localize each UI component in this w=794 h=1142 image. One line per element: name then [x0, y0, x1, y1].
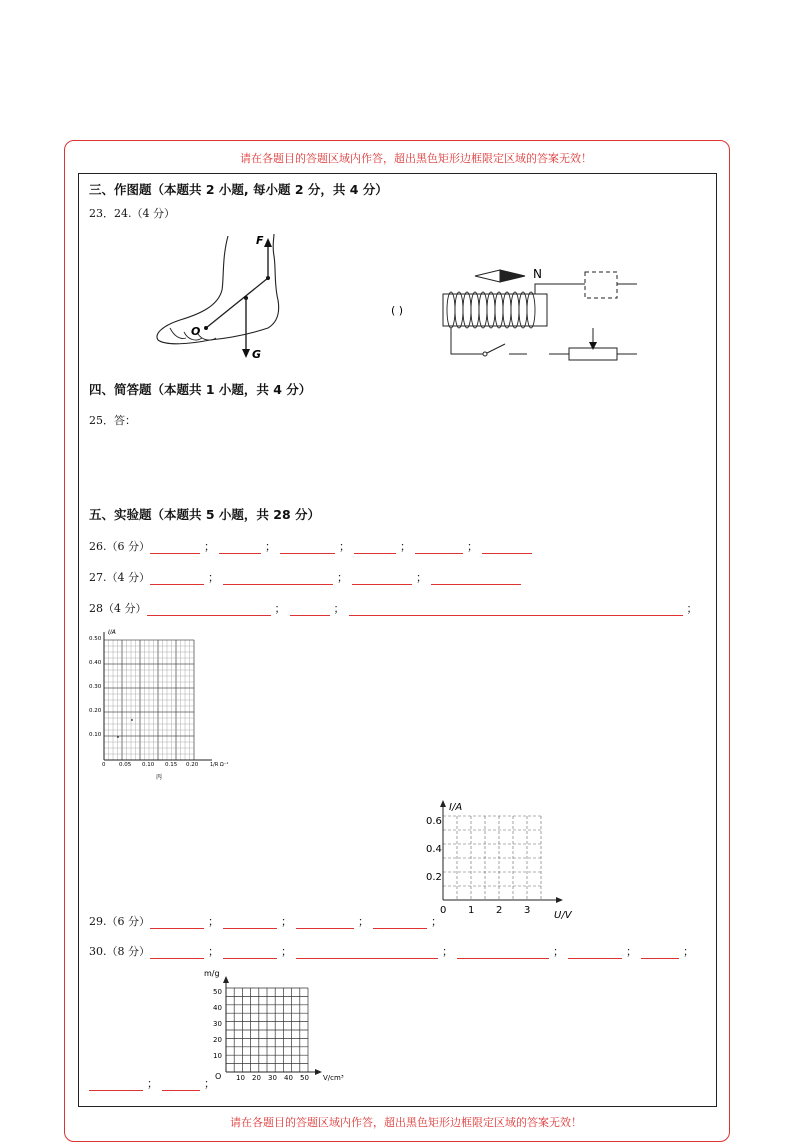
notice-bottom: 请在各题目的答题区域内作答，超出黑色矩形边框限定区域的答案无效！: [230, 1116, 582, 1129]
q26-blank-3[interactable]: [280, 542, 335, 554]
separator: ；: [208, 945, 219, 958]
switch-blade: [487, 344, 505, 353]
q30-blank-4[interactable]: [457, 947, 549, 959]
mv-xtick: 10: [236, 1074, 245, 1082]
separator: ；: [333, 602, 345, 615]
mv-y-arrowhead: [223, 976, 229, 983]
separator: ；: [208, 571, 219, 584]
q27-label: 27.（4 分）: [89, 571, 150, 584]
q28-blank-3[interactable]: [349, 604, 683, 616]
foot-lever-figure: [150, 228, 280, 368]
small-ytick: 0.40: [89, 660, 102, 666]
q30-label: 30.（8 分）: [89, 945, 150, 958]
separator: ；: [400, 540, 411, 553]
iu-ytick: 0.6: [426, 816, 442, 827]
separator: ；: [683, 945, 694, 958]
mv-x-arrowhead: [315, 1069, 322, 1075]
small-ylabel: I/A: [108, 629, 116, 636]
mv-ytick: 20: [213, 1036, 222, 1044]
label-n: N: [533, 267, 542, 281]
graph-m-vs-v: [196, 966, 356, 1086]
stray-dot: [131, 719, 133, 721]
foot-outline: [157, 234, 279, 344]
q27-blank-2[interactable]: [223, 573, 333, 585]
q26-row: [89, 538, 532, 554]
small-xtick: 0.15: [165, 762, 178, 768]
iu-xtick: 3: [524, 905, 531, 916]
separator: ；: [416, 571, 427, 584]
compass-needle-left: [475, 270, 500, 282]
separator: ；: [686, 602, 698, 615]
q26-blank-1[interactable]: [150, 542, 200, 554]
q30-blank-7[interactable]: [89, 1079, 143, 1091]
iu-grid: [443, 816, 541, 900]
q28-blank-2[interactable]: [290, 604, 330, 616]
separator: ；: [431, 915, 442, 928]
label-f: F: [256, 234, 264, 247]
mv-ytick: 30: [213, 1020, 222, 1028]
mv-xtick: 30: [268, 1074, 277, 1082]
stray-dot: [117, 736, 119, 738]
mv-ytick: 10: [213, 1052, 222, 1060]
label-o: O: [191, 325, 201, 338]
q28-row: [89, 600, 702, 616]
separator: ；: [281, 915, 292, 928]
iu-ylabel: I/A: [449, 802, 463, 813]
section3-title: 三、作图题（本题共 2 小题, 每小题 2 分，共 4 分）: [89, 182, 388, 197]
label-g: G: [252, 348, 262, 361]
mv-xtick: 20: [252, 1074, 261, 1082]
separator: ；: [274, 602, 286, 615]
iu-y-arrowhead: [440, 800, 446, 807]
separator: ；: [281, 945, 292, 958]
gravity-arrowhead: [242, 349, 250, 358]
q27-blank-1[interactable]: [150, 573, 204, 585]
section5-title: 五、实验题（本题共 5 小题，共 28 分）: [89, 507, 321, 522]
graph-i-vs-u: [424, 800, 584, 922]
separator: ；: [626, 945, 637, 958]
wire-top: [535, 284, 585, 294]
iu-ytick: 0.2: [426, 872, 442, 883]
switch-contact: [483, 352, 487, 356]
q29-blank-4[interactable]: [373, 917, 427, 929]
separator: ；: [442, 945, 453, 958]
q27-row: [89, 569, 521, 585]
q29-row: [89, 913, 446, 929]
small-ytick: 0.30: [89, 684, 102, 690]
separator: ；: [467, 540, 478, 553]
q26-blank-2[interactable]: [219, 542, 261, 554]
q30-blank-6[interactable]: [641, 947, 679, 959]
q29-blank-2[interactable]: [223, 917, 277, 929]
electromagnet-circuit-figure: [385, 262, 640, 368]
separator: ；: [204, 1077, 215, 1090]
mv-xtick: 50: [300, 1074, 309, 1082]
q26-blank-5[interactable]: [415, 542, 463, 554]
q30-blank-8[interactable]: [162, 1079, 200, 1091]
separator: ；: [339, 540, 350, 553]
graph-i-vs-inverse-r: [86, 624, 236, 782]
q26-blank-6[interactable]: [482, 542, 532, 554]
separator: ；: [208, 915, 219, 928]
iu-xtick: 2: [496, 905, 503, 916]
separator: ；: [147, 1077, 158, 1090]
small-xlabel: 1/R Ω⁻¹: [210, 762, 229, 768]
fulcrum-point: [204, 326, 208, 330]
mv-ytick: 40: [213, 1004, 222, 1012]
small-ytick: 0.50: [89, 636, 102, 642]
q29-label: 29.（6 分）: [89, 915, 150, 928]
small-xtick: 0.10: [142, 762, 155, 768]
q30-row: [89, 943, 698, 959]
wire-bottom-left: [451, 328, 483, 354]
q27-blank-3[interactable]: [352, 573, 412, 585]
q27-blank-4[interactable]: [431, 573, 521, 585]
separator: ；: [358, 915, 369, 928]
q30-blank-2[interactable]: [223, 947, 277, 959]
q25-label: 25．答：: [89, 414, 136, 427]
coil-bracket: ( ): [391, 304, 404, 317]
mv-grid: [226, 988, 308, 1072]
small-xtick: 0.20: [186, 762, 199, 768]
mv-ytick: 50: [213, 988, 222, 996]
iu-ytick: 0.4: [426, 844, 442, 855]
q29-blank-3[interactable]: [296, 917, 354, 929]
q26-blank-4[interactable]: [354, 542, 396, 554]
separator: ；: [553, 945, 564, 958]
q28-blank-1[interactable]: [147, 604, 271, 616]
q30-blank-1[interactable]: [150, 947, 204, 959]
iu-xtick: 1: [468, 905, 475, 916]
q23-24-label: 23．24.（4 分）: [89, 207, 175, 220]
section4-title: 四、简答题（本题共 1 小题，共 4 分）: [89, 382, 312, 397]
iu-xlabel: U/V: [554, 910, 572, 921]
force-arrowhead: [264, 238, 272, 247]
small-ytick: 0.10: [89, 732, 102, 738]
small-grid: [104, 640, 194, 760]
q29-blank-1[interactable]: [150, 917, 204, 929]
q28-label: 28（4 分）: [89, 602, 147, 615]
mv-xtick: 40: [284, 1074, 293, 1082]
q26-label: 26.（6 分）: [89, 540, 150, 553]
q30-blank-3[interactable]: [296, 947, 438, 959]
unknown-component-box: [585, 272, 617, 298]
notice-top: 请在各题目的答题区域内作答，超出黑色矩形边框限定区域的答案无效！: [240, 152, 592, 165]
q30-extra-row: [89, 1075, 219, 1091]
small-xtick: 0: [102, 762, 106, 768]
iu-xtick: 0: [440, 905, 447, 916]
separator: ；: [204, 540, 215, 553]
small-xtick: 0.05: [119, 762, 132, 768]
q30-blank-5[interactable]: [568, 947, 622, 959]
small-ytick: 0.20: [89, 708, 102, 714]
small-caption: 丙: [156, 774, 163, 781]
mv-ylabel: m/g: [204, 969, 220, 978]
iu-x-arrowhead: [556, 897, 563, 903]
lever-line: [206, 278, 268, 328]
compass-needle-right: [500, 270, 525, 282]
mv-origin: O: [215, 1072, 222, 1081]
separator: ；: [337, 571, 348, 584]
mv-xlabel: V/cm³: [323, 1074, 344, 1082]
separator: ；: [265, 540, 276, 553]
